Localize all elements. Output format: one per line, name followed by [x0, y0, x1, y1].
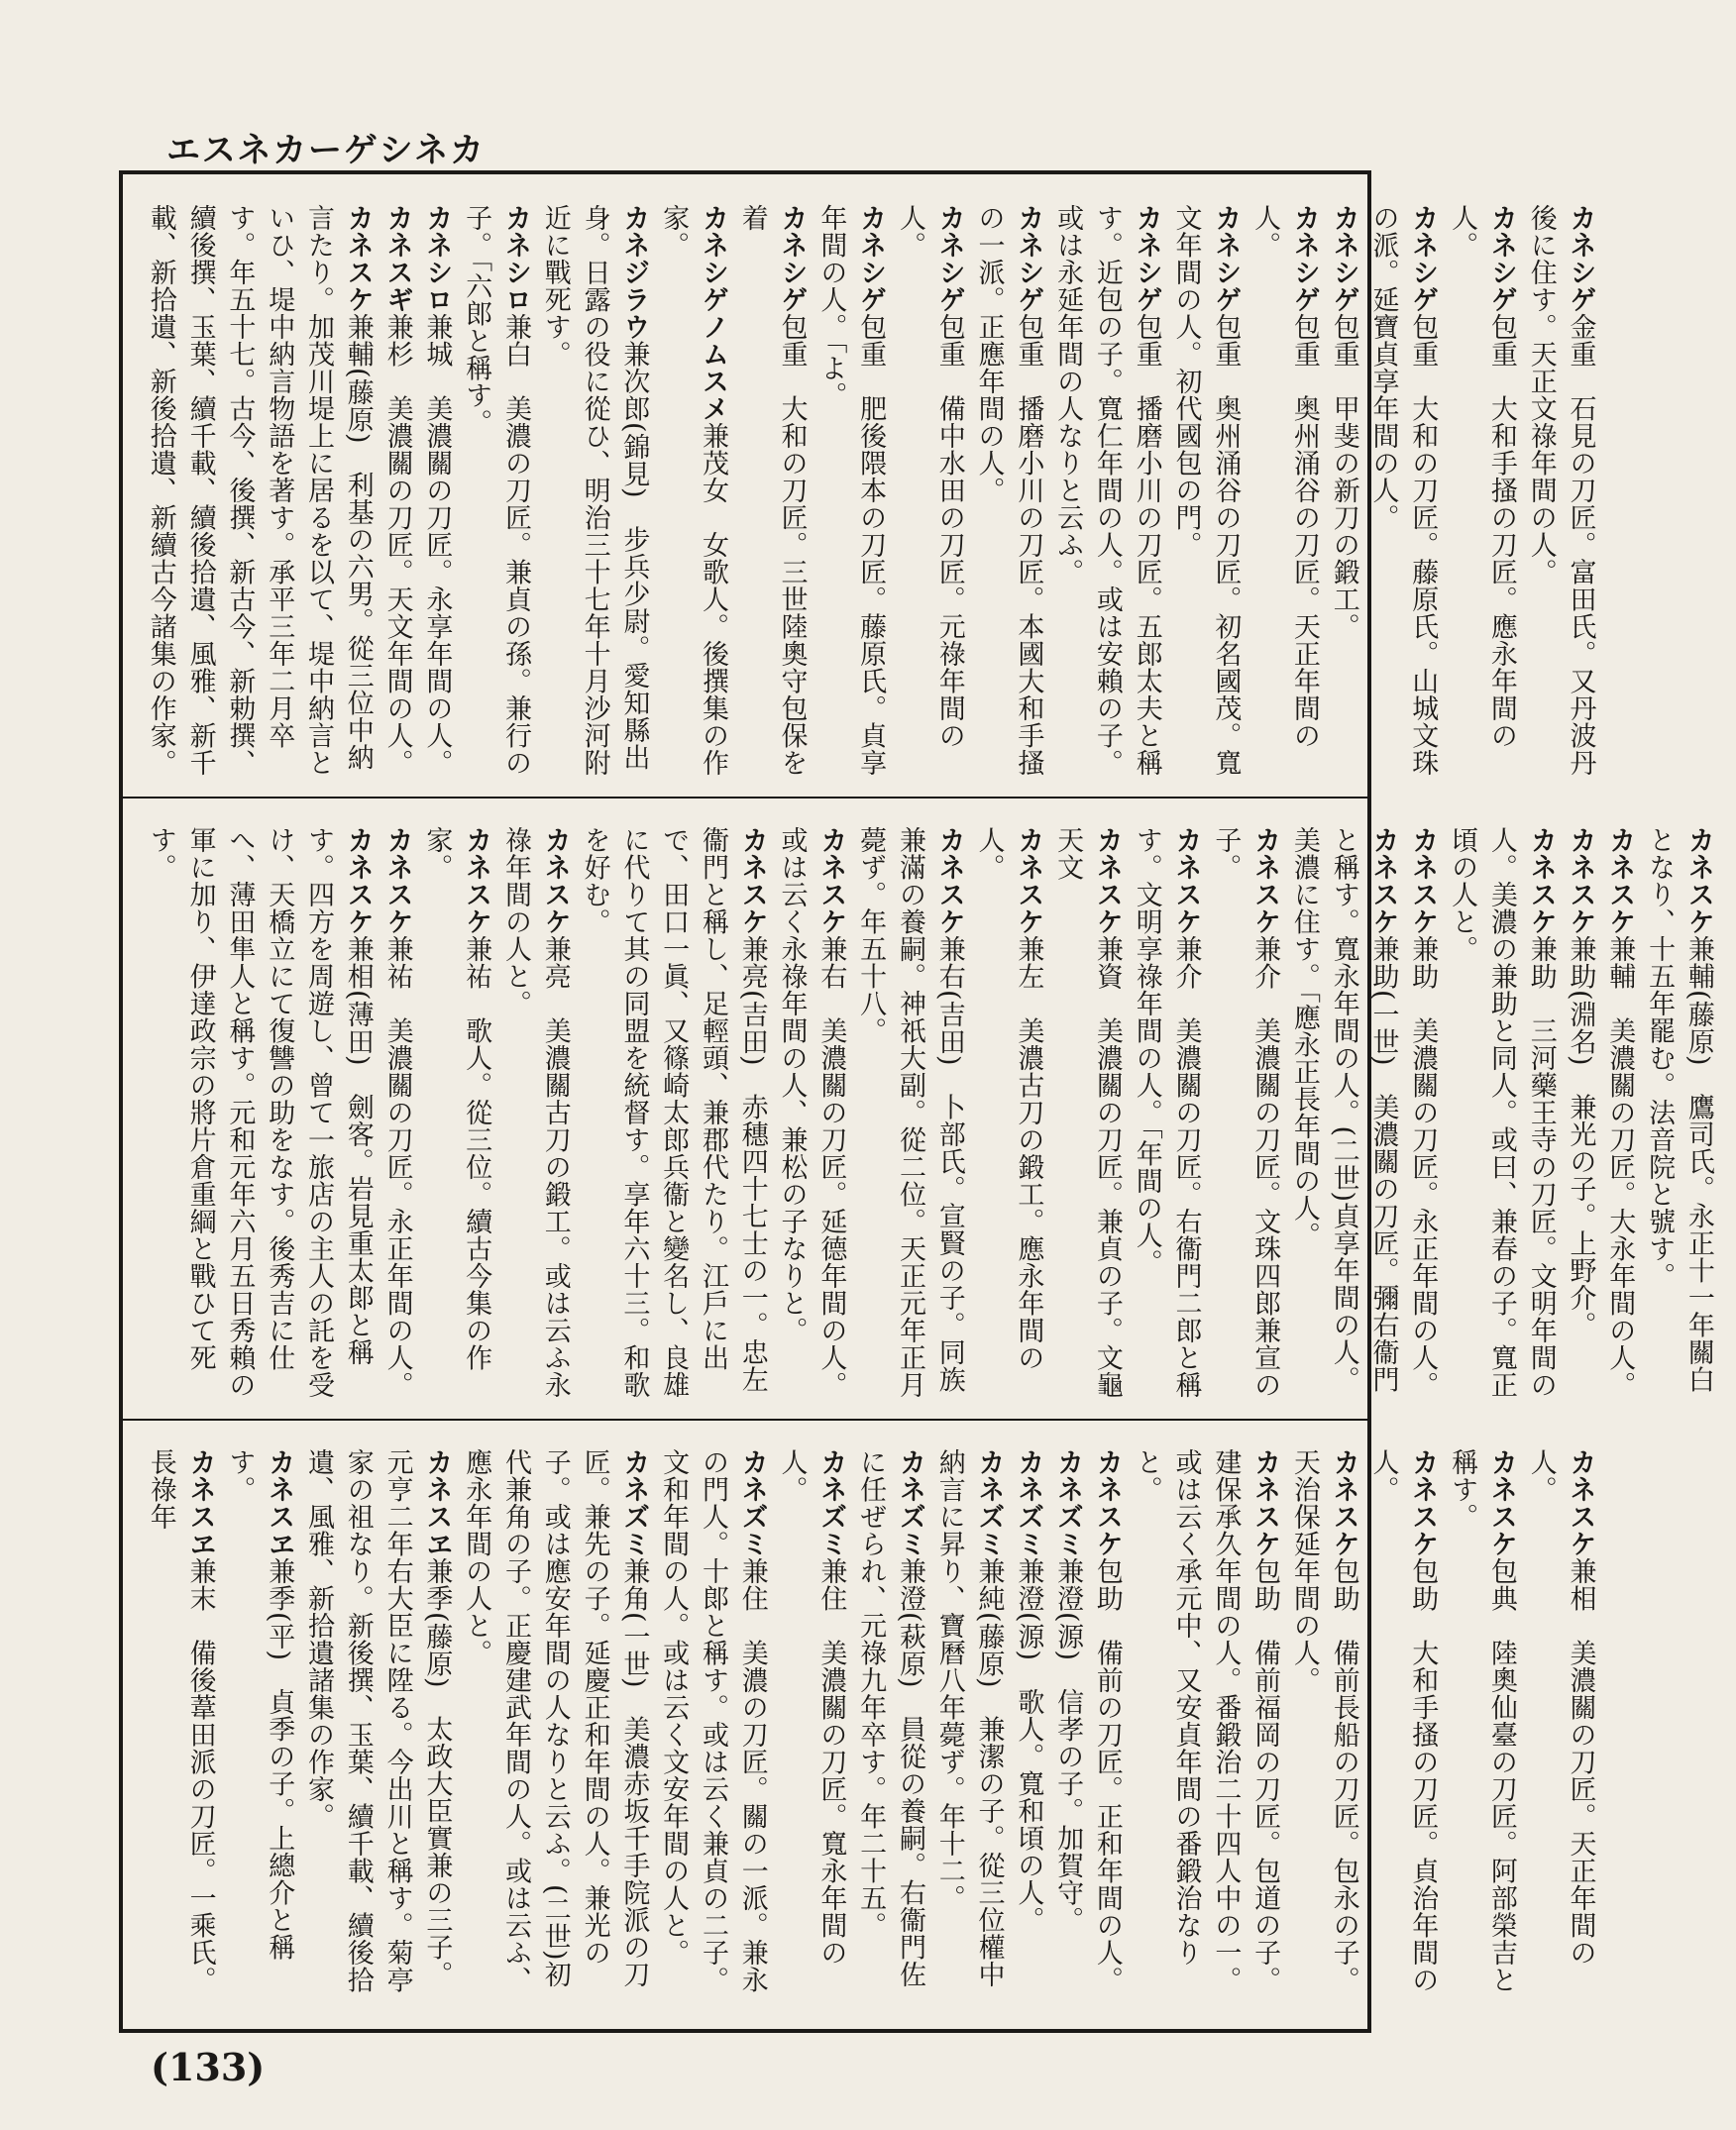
entry	[417, 204, 457, 783]
entry-text: 兼住 美濃の刀匠。關の一派。兼永の門人。十郞と稱す。或は云く兼貞の二子。文和年間の人。或は云く文安年間の人と。	[658, 1448, 768, 1993]
entry-head: カネスケ	[1682, 826, 1714, 935]
entry-text: 兼介 美濃關の刀匠。文珠四郎兼宣の子。	[1210, 826, 1281, 1399]
entry	[141, 826, 378, 1405]
entry	[298, 1448, 456, 2015]
entry-text: 兼右(吉田) 卜部氏。宣賢の子。同族兼滿の養嗣。神祇大副。從二位。天正元年正月薨ず。年五十八。	[855, 826, 965, 1399]
band-2	[123, 797, 1714, 1421]
entry-head: カネスケ	[1249, 1448, 1281, 1557]
entry-text: 包典 陸奧仙臺の刀匠。阿部榮吉と稱す。	[1447, 1448, 1517, 1993]
entry-head: カネシゲ	[1328, 204, 1359, 313]
entry-text: 包重 奥州涌谷の刀匠。天正年間の人。	[1249, 204, 1320, 749]
entry	[890, 204, 969, 783]
entry	[1442, 1448, 1521, 2015]
entry-head: カネズミ	[815, 1448, 847, 1557]
entry-text: 包重 奥州涌谷の刀匠。初名國茂。寬文年間の人。初代國包の門。	[1170, 204, 1242, 777]
entry	[969, 826, 1048, 1405]
band-1-text	[123, 174, 1617, 797]
entry-text: 包助 大和手搔の刀匠。貞治年間の人。	[1367, 1448, 1439, 1993]
entry-text: 兼介 美濃關の刀匠。右衞門二郎と稱す。文明享祿年間の人。「年間の人。	[1131, 826, 1202, 1399]
entry-head: カネスケ	[933, 826, 965, 935]
entry	[220, 1448, 299, 2015]
entry-head: カネズミ	[894, 1448, 925, 1557]
page-number: (133)	[151, 2045, 266, 2089]
entry-head: カネスヱ	[421, 1448, 453, 1557]
entry-head: カネスケ	[1013, 826, 1044, 935]
header-char-8: ス	[201, 130, 236, 170]
entry	[1245, 204, 1324, 783]
band-2-text	[123, 797, 1736, 1419]
entry-head: カネスケ	[1407, 826, 1439, 935]
entry	[1284, 1448, 1363, 2015]
entry-head: カネスギ	[381, 204, 413, 313]
entry-head: カネズミ	[1052, 1448, 1084, 1557]
entry-text: 兼資 美濃關の刀匠。兼貞の子。文龜天文	[1052, 826, 1123, 1399]
entry-head: カネシロ	[499, 204, 531, 313]
header-char-4: ゲ	[343, 130, 378, 170]
entry-text: 包重 大和の刀匠。三世陸奧守包保を着	[736, 204, 808, 777]
entry-text: 兼住 美濃關の刀匠。寬永年間の人。	[776, 1448, 847, 1967]
entry-text: 兼季(平) 貞季の子。上總介と稱す。	[224, 1448, 295, 1962]
entry-head: カネスケ	[342, 204, 374, 313]
entry-head: カネスケ	[815, 826, 847, 935]
band-3-text	[123, 1419, 1617, 2029]
entry-text: 兼杉 美濃關の刀匠。天文年間の人。	[381, 313, 413, 777]
entry	[1599, 826, 1639, 1405]
entry-text: 包重 大和の刀匠。藤原氏。山城文珠の派。延寶貞享年間の人。	[1367, 204, 1439, 777]
entry-head: カネスヱ	[264, 1448, 295, 1557]
entry-head: カネスケ	[736, 826, 768, 935]
entry-head: カネズミ	[618, 1448, 650, 1557]
entry-head: カネスケ	[461, 826, 492, 935]
entry-text: 兼亮(吉田) 赤穗四十七士の一。忠左衞門と稱し、足輕頭、兼郡代たり。江戶に出で、田口一眞、又篠崎太郎兵衞と變名し、良雄に代りて其の同盟を統督す。享年六十三。和歌を好む。	[579, 826, 768, 1399]
entry	[1521, 204, 1600, 783]
entry-head: カネスケ	[539, 826, 571, 935]
entry-text: 兼澄(源) 歌人。寬和頃の人。	[1013, 1557, 1044, 1934]
entry	[575, 826, 772, 1405]
entry-head: カネシゲ	[1210, 204, 1242, 313]
header-char-2: ネ	[414, 130, 449, 170]
entry	[850, 1448, 929, 2015]
entry-head: カネシゲノムスメ	[697, 204, 728, 422]
entry-head: カネシゲ	[1131, 204, 1162, 313]
entry	[378, 204, 417, 783]
entry-text: 金重 石見の刀匠。富田氏。又丹波丹後に住す。天正文祿年間の人。	[1525, 204, 1596, 777]
entry-head: カネスケ	[1604, 826, 1636, 935]
entry	[850, 826, 968, 1405]
entry-head: カネスケ	[1407, 1448, 1439, 1557]
entry-text: 兼助 美濃關の刀匠。永正年間の人。	[1407, 935, 1439, 1399]
entry-head: カネズミ	[1013, 1448, 1044, 1557]
entry-text: 兼助(淵名) 兼光の子。上野介。	[1565, 935, 1596, 1339]
band-3	[123, 1419, 1596, 2029]
entry-head: カネシゲ	[1288, 204, 1320, 313]
entry-head: カネスケ	[1170, 826, 1202, 935]
entry-text: 包助 備前の刀匠。正和年間の人。	[1091, 1557, 1123, 1993]
header-char-5: ー	[308, 130, 342, 170]
entry-text: 兼城 美濃關の刀匠。永享年間の人。	[421, 313, 453, 777]
entry	[456, 1448, 653, 2015]
entry	[1166, 204, 1246, 783]
entry	[141, 204, 378, 783]
entry-head: カネズミ	[973, 1448, 1005, 1557]
entry-head: カネスケ	[1485, 1448, 1517, 1557]
entry-head: カネスケ	[1525, 826, 1557, 935]
entry-text: 兼輔(藤原) 鷹司氏。永正十一年關白となり、十五年罷む。法音院と號す。	[1644, 826, 1714, 1394]
entry-text: 兼輔(藤原) 利基の六男。從三位中納言たり。加茂川堤上に居るを以て、堤中納言といひ、堤中納言物語を著す。承平三年二月卒す。年五十七。古今、後撰、新古今、新勅撰、續後撰、玉葉、續千載、續後拾遺、風雅、新千載、新拾遺、新後拾遺、新續古今諸集の作家。	[145, 204, 374, 777]
header-char-7: ネ	[237, 130, 271, 170]
entry-text: 兼茂女 女歌人。後撰集の作家。	[658, 204, 728, 777]
entry-head: カネスケ	[1328, 1448, 1359, 1557]
entry	[1521, 1448, 1600, 2015]
entry-head: カネスケ	[1565, 1448, 1596, 1557]
entry-text: 兼純(藤原) 兼潔の子。從三位權中納言に昇り、寶曆八年薨ず。年十二。	[933, 1448, 1005, 1988]
entry	[1284, 826, 1402, 1405]
entry-head: カネズミ	[736, 1448, 768, 1557]
entry	[1009, 1448, 1048, 2015]
entry	[378, 826, 417, 1405]
entry-text: 兼相(薄田) 劍客。岩見重太郞と稱す。四方を周遊し、曾て一旅店の主人の託を受け、天橋立にて復讐の助をなす。後秀吉に仕へ、薄田隼人と稱す。元和元年六月五日秀賴の軍に加り、伊達政宗の將片倉重綱と戰ひて死す。	[145, 826, 374, 1399]
entry-head: カネスケ	[1091, 1448, 1123, 1557]
entry	[653, 1448, 771, 2015]
entry-text: 兼亮 美濃關古刀の鍛工。或は云ふ永祿年間の人と。	[499, 826, 571, 1399]
entry	[1324, 204, 1363, 783]
entry	[1206, 826, 1285, 1405]
entry-text: 兼角(一世) 美濃赤坂千手院派の刀匠。兼先の子。延慶正和年間の人。兼光の子。或は應安年間の人なりと云ふ。(二世)初代兼角の子。正慶建武年間の人。或は云ふ、應永年間の人と。	[461, 1448, 650, 1993]
entry	[1047, 826, 1127, 1405]
entry	[456, 204, 535, 783]
entry	[1363, 1448, 1443, 2015]
entry-text: 兼末 備後葦田派の刀匠。一乘氏。長祿年	[145, 1448, 216, 1993]
running-header	[166, 125, 484, 168]
entry-head: カネシゲ	[1485, 204, 1517, 313]
entry-text: 包重 大和手搔の刀匠。應永年間の人。	[1447, 204, 1517, 749]
entry	[1363, 204, 1443, 783]
entry-text: 兼相 美濃關の刀匠。天正年間の人。	[1525, 1448, 1596, 1967]
header-char-1: カ	[450, 130, 484, 170]
entry	[1127, 826, 1206, 1405]
entry-text: 包助 備前長船の刀匠。包永の子。天治保延年間の人。	[1288, 1448, 1359, 1993]
entry	[812, 204, 891, 783]
entry	[417, 826, 496, 1405]
entry-text: 兼左 美濃古刀の鍛工。應永年間の人。	[973, 826, 1044, 1371]
entry	[653, 204, 732, 783]
entry-text: 包助 備前福岡の刀匠。包道の子。建保承久年間の人。番鍛治二十四人中の一。或は云く承元中、又安貞年間の番鍛治なりと。	[1131, 1448, 1281, 1993]
entry-text: 包重 甲斐の新刀の鍛工。	[1328, 313, 1359, 640]
entry-head: カネスケ	[1367, 826, 1399, 935]
entry-text: 兼輔 美濃關の刀匠。大永年間の人。	[1604, 935, 1636, 1399]
entry	[1047, 204, 1165, 783]
band-1	[123, 174, 1596, 799]
entry-head: カネシゲ	[1565, 204, 1596, 313]
entry	[772, 1448, 851, 2015]
entry-text: 包重 播磨小川の刀匠。五郎太夫と稱す。近包の子。寬仁年間の人。或は安賴の子。或は永延年間の人なりと云ふ。	[1052, 204, 1162, 777]
entry-text: 兼澄(萩原) 員從の養嗣。右衞門佐に任ぜられ、元祿九年卒す。年二十五。	[855, 1448, 925, 1988]
entry	[141, 1448, 220, 2015]
entry-text: 兼白 美濃の刀匠。兼貞の孫。兼行の子。「六郎と稱す。	[461, 204, 531, 777]
entry-head: カネシゲ	[855, 204, 887, 313]
entry-head: カネシゲ	[1013, 204, 1044, 313]
header-char-3: シ	[379, 130, 413, 170]
entry	[1403, 826, 1443, 1405]
page-frame	[119, 170, 1714, 2033]
entry-text: 兼澄(源) 信孝の子。加賀守。	[1052, 1557, 1084, 1934]
entry-text: 兼祐 歌人。從三位。續古今集の作家。	[421, 826, 492, 1371]
entry-text: 兼祐 美濃關の刀匠。永正年間の人。	[381, 935, 413, 1399]
entry	[535, 204, 653, 783]
entry	[732, 204, 812, 783]
entry	[1127, 1448, 1284, 2015]
entry-head: カネスケ	[1249, 826, 1281, 935]
entry-head: カネスケ	[1565, 826, 1596, 935]
entry	[1442, 826, 1560, 1405]
header-char-9: エ	[166, 130, 200, 170]
entry-text: 兼助 三河藥王寺の刀匠。文明年間の人。美濃の兼助と同人。或曰、兼春の子。寬正頃の人と。	[1447, 826, 1557, 1399]
entry-head: カネジラウ	[618, 204, 650, 341]
entry-text: 兼次郎(錦見) 步兵少尉。愛知縣出身。日露の役に從ひ、明治三十七年十月沙河附近に戰死す。	[539, 204, 650, 777]
entry-text: 包重 備中水田の刀匠。元祿年間の人。	[894, 204, 965, 749]
entry	[1561, 826, 1600, 1405]
entry	[1442, 204, 1521, 783]
entry-head: カネシロ	[421, 204, 453, 313]
entry-head: カネスケ	[1091, 826, 1123, 935]
entry-text: 包重 播磨小川の刀匠。本國大和手搔の一派。正應年間の人。	[973, 204, 1044, 777]
entry-head: カネシゲ	[776, 204, 808, 313]
entry-head: カネスケ	[381, 826, 413, 935]
entry	[969, 204, 1048, 783]
entry-head: カネシゲ	[933, 204, 965, 313]
entry	[1087, 1448, 1127, 2015]
entry	[495, 826, 575, 1405]
entry-text: 包重 肥後隈本の刀匠。藤原氏。貞享年間の人。「よ。	[815, 204, 887, 777]
entry	[1639, 826, 1718, 1405]
entry	[1047, 1448, 1087, 2015]
entry-text: 兼右 美濃關の刀匠。延德年間の人。或は云く永祿年間の人、兼松の子なりと。	[776, 826, 847, 1399]
entry-head: カネスヱ	[184, 1448, 216, 1557]
entry-text: 兼季(藤原) 太政大臣實兼の三子。元亨二年右大臣に陞る。今出川と稱す。菊亭家の祖なり。新後撰、玉葉、續千載、續後拾遺、風雅、新拾遺諸集の作家。	[302, 1448, 453, 1993]
header-char-6: カ	[272, 130, 307, 170]
entry-head: カネスケ	[342, 826, 374, 935]
entry-text: 兼助(一世) 美濃關の刀匠。彌右衞門と稱す。寬永年間の人。(二世)貞享年間の人。美濃に住す。「應永正長年間の人。	[1288, 826, 1399, 1394]
entry-head: カネシゲ	[1407, 204, 1439, 313]
entry	[772, 826, 851, 1405]
entry	[929, 1448, 1009, 2015]
